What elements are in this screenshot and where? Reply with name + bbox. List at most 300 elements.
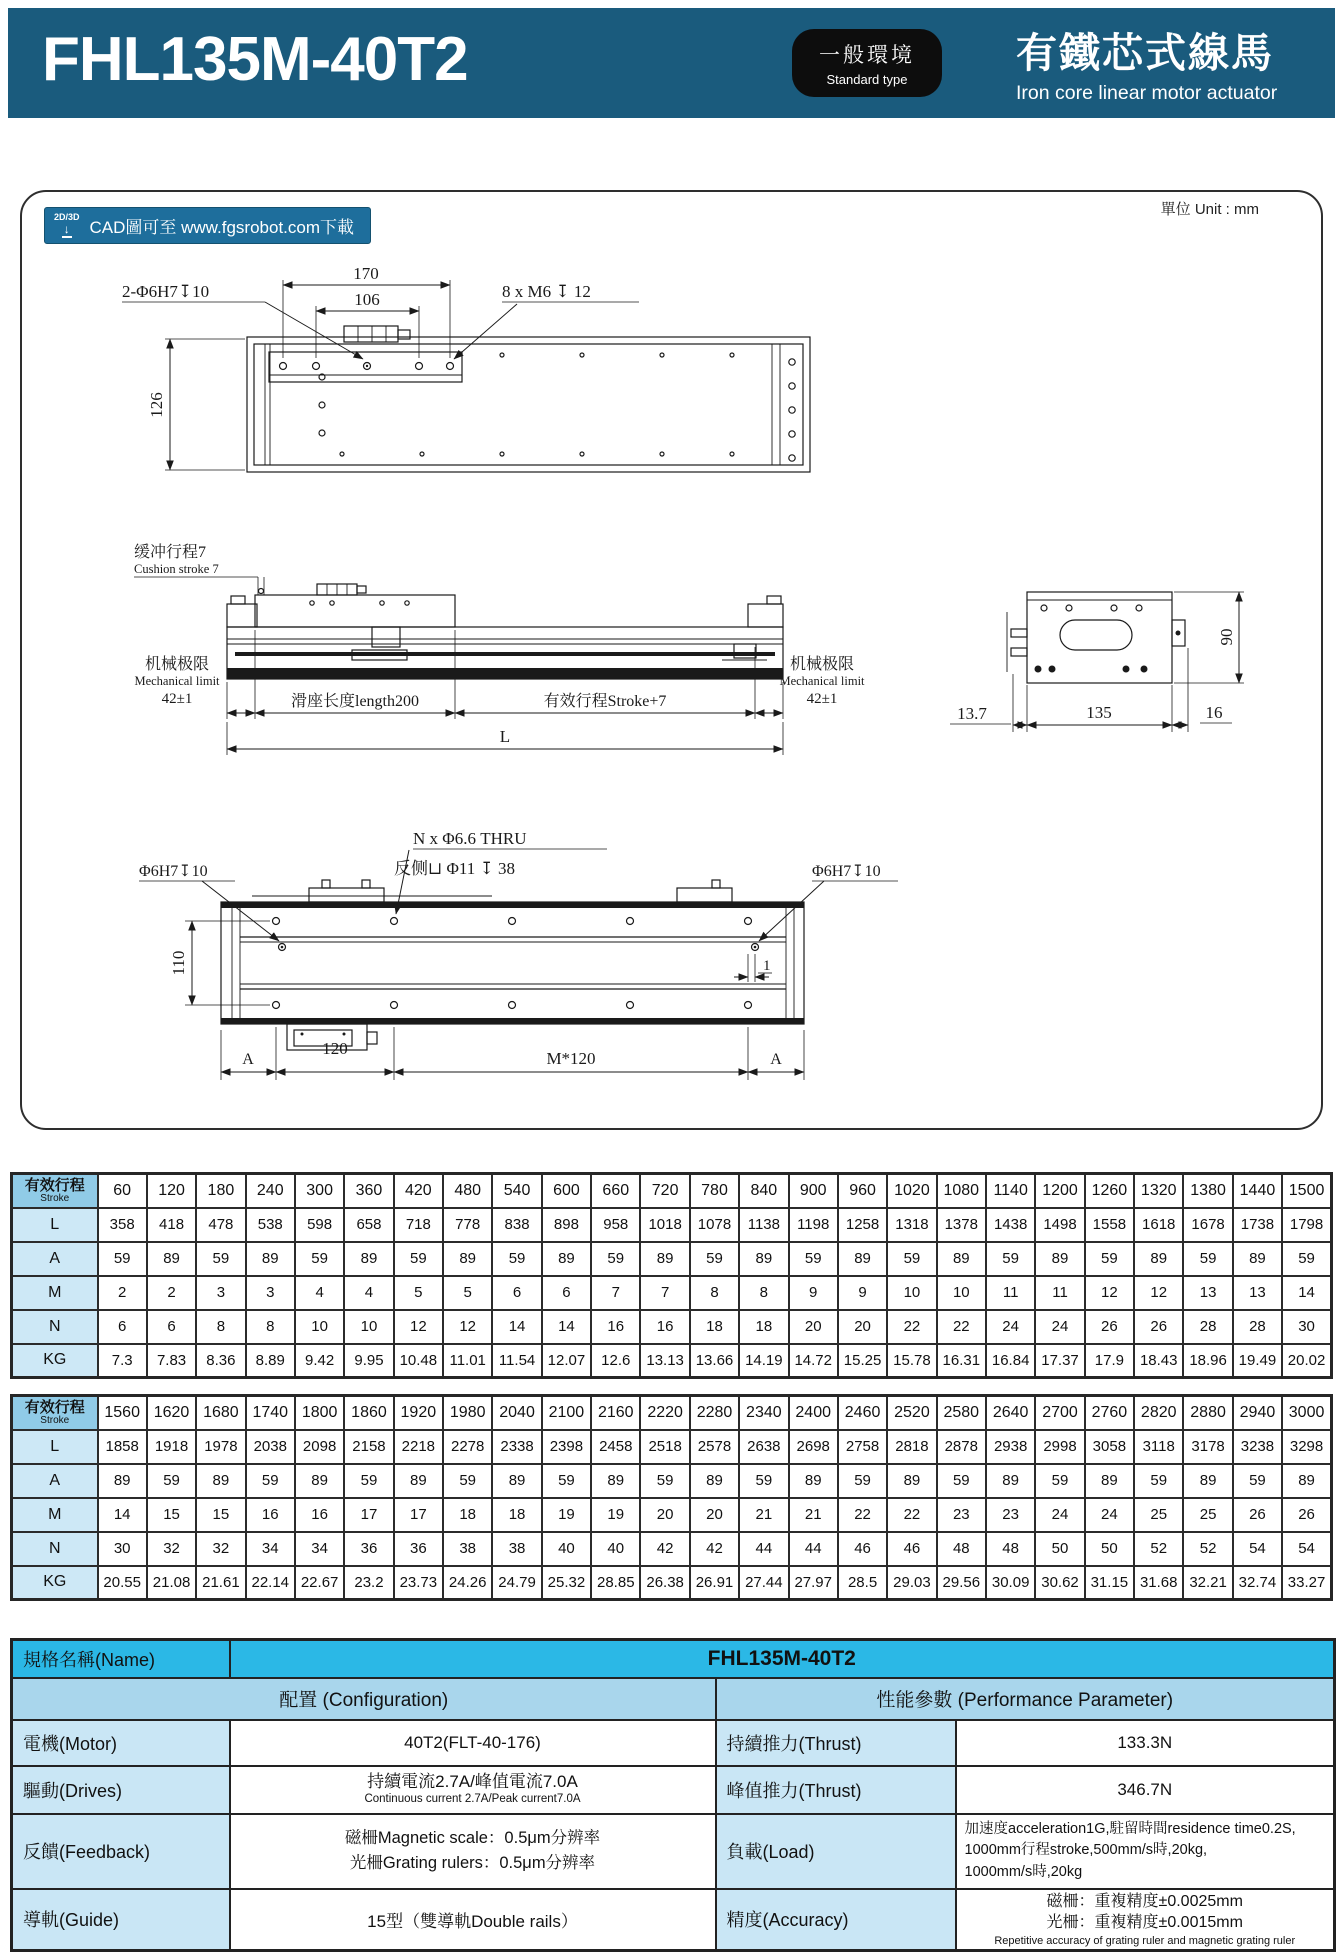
stroke-header-cell: 720 — [640, 1174, 689, 1208]
value-cell: 4 — [295, 1276, 344, 1310]
value-cell: 17.37 — [1035, 1344, 1084, 1378]
value-cell: 1978 — [196, 1430, 245, 1464]
value-cell: 1138 — [739, 1208, 788, 1242]
value-cell: 2038 — [246, 1430, 295, 1464]
label-mech-right-tol: 42±1 — [806, 691, 838, 707]
value-cell: 598 — [295, 1208, 344, 1242]
value-cell: 6 — [98, 1310, 147, 1344]
value-cell: 6 — [492, 1276, 541, 1310]
value-cell: 89 — [246, 1242, 295, 1276]
value-cell: 27.44 — [739, 1566, 788, 1600]
value-cell: 2818 — [887, 1430, 936, 1464]
value-cell: 9 — [838, 1276, 887, 1310]
value-cell: 31.15 — [1085, 1566, 1134, 1600]
value-cell: 48 — [937, 1532, 986, 1566]
value-cell: 52 — [1134, 1532, 1183, 1566]
dim-106: 106 — [354, 290, 380, 309]
stroke-header-cell: 2760 — [1085, 1396, 1134, 1430]
value-cell: 50 — [1085, 1532, 1134, 1566]
stroke-data-row-A — [12, 1242, 1332, 1276]
stroke-header-cell: 1500 — [1282, 1174, 1331, 1208]
value-cell: 16.84 — [986, 1344, 1035, 1378]
value-cell: 22.14 — [246, 1566, 295, 1600]
value-cell: 27.97 — [789, 1566, 838, 1600]
value-cell: 40 — [591, 1532, 640, 1566]
value-cell: 22 — [887, 1498, 936, 1532]
value-cell: 59 — [344, 1464, 393, 1498]
value-cell: 2 — [147, 1276, 196, 1310]
value-cell: 25.32 — [542, 1566, 591, 1600]
value-cell: 33.27 — [1282, 1566, 1331, 1600]
value-cell: 30 — [98, 1532, 147, 1566]
stroke-data-row-M — [12, 1276, 1332, 1310]
value-cell: 15 — [147, 1498, 196, 1532]
value-cell: 89 — [1085, 1464, 1134, 1498]
spec-name-row — [12, 1640, 1335, 1678]
value-cell: 12.6 — [591, 1344, 640, 1378]
value-cell: 9.95 — [344, 1344, 393, 1378]
motor-label: 電機(Motor) — [12, 1720, 230, 1766]
value-cell: 38 — [443, 1532, 492, 1566]
value-cell: 26.38 — [640, 1566, 689, 1600]
value-cell: 17 — [344, 1498, 393, 1532]
value-cell: 23 — [937, 1498, 986, 1532]
value-cell: 3118 — [1134, 1430, 1183, 1464]
value-cell: 29.56 — [937, 1566, 986, 1600]
value-cell: 26 — [1282, 1498, 1331, 1532]
value-cell: 38 — [492, 1532, 541, 1566]
value-cell: 1558 — [1085, 1208, 1134, 1242]
stroke-header-cell: 2880 — [1183, 1396, 1232, 1430]
value-cell: 2758 — [838, 1430, 887, 1464]
download-icon: 2D/3D ↓ — [54, 212, 80, 236]
stroke-header-cell: 840 — [739, 1174, 788, 1208]
value-cell: 89 — [1183, 1464, 1232, 1498]
value-cell: 59 — [1085, 1242, 1134, 1276]
stroke-header-cell: 480 — [443, 1174, 492, 1208]
stroke-header-cell: 1740 — [246, 1396, 295, 1430]
drives-value-sub: Continuous current 2.7A/Peak current7.0A — [364, 1792, 581, 1805]
value-cell: 89 — [838, 1242, 887, 1276]
value-cell: 1618 — [1134, 1208, 1183, 1242]
value-cell: 22 — [838, 1498, 887, 1532]
value-cell: 5 — [443, 1276, 492, 1310]
value-cell: 15.78 — [887, 1344, 936, 1378]
value-cell: 12 — [443, 1310, 492, 1344]
value-cell: 2398 — [542, 1430, 591, 1464]
value-cell: 59 — [937, 1464, 986, 1498]
spec-subheader-row — [12, 1678, 1335, 1720]
value-cell: 48 — [986, 1532, 1035, 1566]
label-mech-left-cn: 机械极限 — [144, 656, 210, 673]
value-cell: 13.13 — [640, 1344, 689, 1378]
value-cell: 42 — [640, 1532, 689, 1566]
value-cell: 59 — [246, 1464, 295, 1498]
value-cell: 1078 — [690, 1208, 739, 1242]
stroke-header-cell: 2100 — [542, 1396, 591, 1430]
value-cell: 89 — [196, 1464, 245, 1498]
stroke-header-row — [12, 1396, 1332, 1430]
badge-label-cn: 一般環境 — [819, 44, 915, 67]
value-cell: 59 — [838, 1464, 887, 1498]
value-cell: 14 — [542, 1310, 591, 1344]
load-line-2: 1000mm行程stroke,500mm/s時,20kg, — [964, 1842, 1208, 1859]
stroke-header-cell: 660 — [591, 1174, 640, 1208]
value-cell: 59 — [986, 1242, 1035, 1276]
value-cell: 59 — [887, 1242, 936, 1276]
value-cell: 89 — [1035, 1242, 1084, 1276]
unit-label: 單位 Unit : mm — [1160, 201, 1259, 218]
value-cell: 89 — [147, 1242, 196, 1276]
row-label-KG: KG — [12, 1566, 98, 1600]
value-cell: 24 — [1085, 1498, 1134, 1532]
dim-135: 135 — [1086, 703, 1112, 722]
value-cell: 14 — [1282, 1276, 1331, 1310]
value-cell: 13.66 — [690, 1344, 739, 1378]
value-cell: 20 — [640, 1498, 689, 1532]
value-cell: 2218 — [394, 1430, 443, 1464]
value-cell: 478 — [196, 1208, 245, 1242]
value-cell: 28 — [1183, 1310, 1232, 1344]
value-cell: 1498 — [1035, 1208, 1084, 1242]
value-cell: 2158 — [344, 1430, 393, 1464]
value-cell: 19 — [542, 1498, 591, 1532]
value-cell: 3 — [196, 1276, 245, 1310]
value-cell: 46 — [838, 1532, 887, 1566]
stroke-header-cell: 1680 — [196, 1396, 245, 1430]
guide-label: 導軌(Guide) — [12, 1889, 230, 1951]
value-cell: 11 — [1035, 1276, 1084, 1310]
value-cell: 30 — [1282, 1310, 1331, 1344]
stroke-header-cell: 2220 — [640, 1396, 689, 1430]
row-label-L: L — [12, 1430, 98, 1464]
stroke-header-cell: 360 — [344, 1174, 393, 1208]
value-cell: 89 — [739, 1242, 788, 1276]
value-cell: 59 — [295, 1242, 344, 1276]
value-cell: 28.5 — [838, 1566, 887, 1600]
guide-value: 15型（雙導軌Double rails） — [230, 1889, 716, 1951]
value-cell: 20.55 — [98, 1566, 147, 1600]
value-cell: 14 — [492, 1310, 541, 1344]
stroke-data-row-A — [12, 1464, 1332, 1498]
stroke-header-cell: 1200 — [1035, 1174, 1084, 1208]
stroke-data-row-KG — [12, 1344, 1332, 1378]
accuracy-line-1: 磁柵：重複精度±0.0025mm — [1046, 1892, 1243, 1910]
value-cell: 29.03 — [887, 1566, 936, 1600]
spec-feedback-row — [12, 1814, 1335, 1889]
value-cell: 9 — [789, 1276, 838, 1310]
stroke-header-cell: 600 — [542, 1174, 591, 1208]
value-cell: 3178 — [1183, 1430, 1232, 1464]
value-cell: 1858 — [98, 1430, 147, 1464]
value-cell: 9.42 — [295, 1344, 344, 1378]
feedback-value — [230, 1814, 716, 1889]
value-cell: 89 — [986, 1464, 1035, 1498]
value-cell: 44 — [789, 1532, 838, 1566]
value-cell: 28.85 — [591, 1566, 640, 1600]
value-cell: 44 — [739, 1532, 788, 1566]
value-cell: 12.07 — [542, 1344, 591, 1378]
dim-1: 1 — [763, 958, 771, 974]
value-cell: 59 — [1282, 1242, 1331, 1276]
stroke-header-cell: 2280 — [690, 1396, 739, 1430]
peak-thrust-label: 峰值推力(Thrust) — [716, 1766, 956, 1814]
label-mech-right-cn: 机械极限 — [789, 656, 855, 673]
stroke-header-cell: 1800 — [295, 1396, 344, 1430]
stroke-header-label: 有效行程 Stroke — [12, 1396, 98, 1430]
stroke-header-cell: 120 — [147, 1174, 196, 1208]
stroke-header-cell: 2400 — [789, 1396, 838, 1430]
stroke-header-cell: 540 — [492, 1174, 541, 1208]
label-mech-left-tol: 42±1 — [161, 691, 193, 707]
dim-126: 126 — [147, 392, 166, 418]
value-cell: 2518 — [640, 1430, 689, 1464]
value-cell: 2338 — [492, 1430, 541, 1464]
value-cell: 16 — [640, 1310, 689, 1344]
load-line-3: 1000mm/s時,20kg — [964, 1864, 1083, 1880]
value-cell: 7.83 — [147, 1344, 196, 1378]
value-cell: 1678 — [1183, 1208, 1232, 1242]
stroke-header-cell: 420 — [394, 1174, 443, 1208]
value-cell: 89 — [1134, 1242, 1183, 1276]
value-cell: 34 — [246, 1532, 295, 1566]
value-cell: 59 — [492, 1242, 541, 1276]
value-cell: 358 — [98, 1208, 147, 1242]
value-cell: 59 — [443, 1464, 492, 1498]
drives-value — [230, 1766, 716, 1814]
value-cell: 24.79 — [492, 1566, 541, 1600]
load-line-1: 加速度acceleration1G,駐留時間residence time0.2S, — [964, 1820, 1296, 1837]
value-cell: 838 — [492, 1208, 541, 1242]
value-cell: 19 — [591, 1498, 640, 1532]
value-cell: 54 — [1282, 1532, 1331, 1566]
value-cell: 8 — [690, 1276, 739, 1310]
value-cell: 20 — [690, 1498, 739, 1532]
value-cell: 14.19 — [739, 1344, 788, 1378]
value-cell: 89 — [640, 1242, 689, 1276]
spec-table — [10, 1638, 1336, 1952]
value-cell: 89 — [690, 1464, 739, 1498]
spec-motor-row — [12, 1720, 1335, 1766]
stroke-header-cell: 2520 — [887, 1396, 936, 1430]
callout-thru-holes: N x Φ6.6 THRU — [413, 829, 527, 848]
dim-dowel-callout: 2-Φ6H7↧10 — [122, 282, 210, 301]
load-label: 負載(Load) — [716, 1814, 956, 1889]
spec-guide-row — [12, 1889, 1335, 1951]
value-cell: 2878 — [937, 1430, 986, 1464]
product-name-en: Iron core linear motor actuator — [1016, 82, 1278, 104]
label-mech-left-en: Mechanical limit — [134, 674, 220, 688]
value-cell: 13 — [1183, 1276, 1232, 1310]
engineering-drawings — [22, 192, 1325, 1127]
stroke-header-cell: 240 — [246, 1174, 295, 1208]
value-cell: 20.02 — [1282, 1344, 1331, 1378]
value-cell: 778 — [443, 1208, 492, 1242]
callout-counterbore: 反侧⊔ Φ11 ↧ 38 — [394, 859, 516, 878]
dim-thread-callout: 8 x M6 ↧ 12 — [502, 282, 591, 301]
value-cell: 89 — [1233, 1242, 1282, 1276]
stroke-header-cell: 2940 — [1233, 1396, 1282, 1430]
accuracy-line-2: 光柵：重複精度±0.0015mm — [1046, 1914, 1243, 1932]
value-cell: 17.9 — [1085, 1344, 1134, 1378]
value-cell: 89 — [937, 1242, 986, 1276]
value-cell: 958 — [591, 1208, 640, 1242]
dim-a-left: A — [242, 1051, 254, 1068]
value-cell: 24.26 — [443, 1566, 492, 1600]
value-cell: 17 — [394, 1498, 443, 1532]
value-cell: 10 — [295, 1310, 344, 1344]
stroke-header-cell: 3000 — [1282, 1396, 1331, 1430]
value-cell: 1318 — [887, 1208, 936, 1242]
stroke-header-cell: 2460 — [838, 1396, 887, 1430]
stroke-header-cell: 960 — [838, 1174, 887, 1208]
value-cell: 26.91 — [690, 1566, 739, 1600]
value-cell: 2998 — [1035, 1430, 1084, 1464]
value-cell: 30.09 — [986, 1566, 1035, 1600]
value-cell: 14.72 — [789, 1344, 838, 1378]
value-cell: 89 — [98, 1464, 147, 1498]
product-name — [1016, 20, 1277, 105]
value-cell: 21.08 — [147, 1566, 196, 1600]
drawing-panel — [20, 190, 1323, 1130]
row-label-L: L — [12, 1208, 98, 1242]
value-cell: 8.89 — [246, 1344, 295, 1378]
value-cell: 31.68 — [1134, 1566, 1183, 1600]
title-bar — [8, 8, 1335, 118]
value-cell: 2458 — [591, 1430, 640, 1464]
peak-thrust-value: 346.7N — [956, 1766, 1335, 1814]
callout-dowel-right: Φ6H7↧10 — [812, 863, 881, 880]
value-cell: 32.74 — [1233, 1566, 1282, 1600]
stroke-header-cell: 1860 — [344, 1396, 393, 1430]
value-cell: 20 — [838, 1310, 887, 1344]
value-cell: 1798 — [1282, 1208, 1331, 1242]
dim-slider-length: 滑座长度length200 — [291, 693, 419, 710]
stroke-header-cell: 1080 — [937, 1174, 986, 1208]
value-cell: 10 — [937, 1276, 986, 1310]
value-cell: 7 — [591, 1276, 640, 1310]
dim-120: 120 — [322, 1039, 348, 1058]
stroke-header-cell: 1380 — [1183, 1174, 1232, 1208]
value-cell: 89 — [789, 1464, 838, 1498]
value-cell: 2098 — [295, 1430, 344, 1464]
value-cell: 54 — [1233, 1532, 1282, 1566]
value-cell: 50 — [1035, 1532, 1084, 1566]
stroke-data-row-KG — [12, 1566, 1332, 1600]
value-cell: 3 — [246, 1276, 295, 1310]
stroke-header-cell: 1620 — [147, 1396, 196, 1430]
value-cell: 59 — [394, 1242, 443, 1276]
value-cell: 658 — [344, 1208, 393, 1242]
stroke-header-cell: 2640 — [986, 1396, 1035, 1430]
stroke-data-row-L — [12, 1430, 1332, 1464]
value-cell: 14 — [98, 1498, 147, 1532]
row-label-N: N — [12, 1310, 98, 1344]
value-cell: 89 — [295, 1464, 344, 1498]
value-cell: 5 — [394, 1276, 443, 1310]
value-cell: 12 — [1085, 1276, 1134, 1310]
value-cell: 59 — [542, 1464, 591, 1498]
section-view-drawing — [950, 592, 1244, 732]
stroke-header-cell: 60 — [98, 1174, 147, 1208]
value-cell: 89 — [542, 1242, 591, 1276]
value-cell: 8 — [246, 1310, 295, 1344]
top-view-drawing — [122, 264, 810, 472]
accuracy-label: 精度(Accuracy) — [716, 1889, 956, 1951]
stroke-header-row — [12, 1174, 1332, 1208]
value-cell: 46 — [887, 1532, 936, 1566]
stroke-header-cell: 1980 — [443, 1396, 492, 1430]
value-cell: 36 — [344, 1532, 393, 1566]
value-cell: 18 — [739, 1310, 788, 1344]
label-cushion-cn: 缓冲行程7 — [134, 544, 207, 561]
thrust-label: 持續推力(Thrust) — [716, 1720, 956, 1766]
value-cell: 898 — [542, 1208, 591, 1242]
value-cell: 32 — [196, 1532, 245, 1566]
value-cell: 11.54 — [492, 1344, 541, 1378]
value-cell: 16 — [591, 1310, 640, 1344]
value-cell: 11.01 — [443, 1344, 492, 1378]
value-cell: 30.62 — [1035, 1566, 1084, 1600]
value-cell: 22 — [887, 1310, 936, 1344]
load-value — [956, 1814, 1335, 1889]
value-cell: 36 — [394, 1532, 443, 1566]
dim-effective-stroke: 有效行程Stroke+7 — [543, 693, 667, 710]
stroke-data-row-M — [12, 1498, 1332, 1532]
value-cell: 59 — [1233, 1464, 1282, 1498]
row-label-N: N — [12, 1532, 98, 1566]
value-cell: 23.73 — [394, 1566, 443, 1600]
value-cell: 12 — [1134, 1276, 1183, 1310]
value-cell: 59 — [196, 1242, 245, 1276]
value-cell: 18 — [443, 1498, 492, 1532]
value-cell: 59 — [739, 1464, 788, 1498]
value-cell: 18 — [492, 1498, 541, 1532]
label-mech-right-en: Mechanical limit — [779, 674, 865, 688]
value-cell: 15.25 — [838, 1344, 887, 1378]
value-cell: 59 — [1183, 1242, 1232, 1276]
stroke-header-cell: 1920 — [394, 1396, 443, 1430]
stroke-header-cell: 900 — [789, 1174, 838, 1208]
motor-value: 40T2(FLT-40-176) — [230, 1720, 716, 1766]
spec-config-header: 配置 (Configuration) — [12, 1678, 716, 1720]
value-cell: 89 — [394, 1464, 443, 1498]
value-cell: 1018 — [640, 1208, 689, 1242]
value-cell: 7 — [640, 1276, 689, 1310]
value-cell: 21.61 — [196, 1566, 245, 1600]
value-cell: 8 — [739, 1276, 788, 1310]
value-cell: 40 — [542, 1532, 591, 1566]
value-cell: 1738 — [1233, 1208, 1282, 1242]
stroke-header-label: 有效行程 Stroke — [12, 1174, 98, 1208]
value-cell: 59 — [98, 1242, 147, 1276]
value-cell: 22.67 — [295, 1566, 344, 1600]
spec-drives-row — [12, 1766, 1335, 1814]
dim-total-length: L — [499, 727, 511, 746]
label-cushion-en: Cushion stroke 7 — [134, 562, 219, 576]
stroke-header-cell: 2700 — [1035, 1396, 1084, 1430]
value-cell: 1258 — [838, 1208, 887, 1242]
dim-13-7: 13.7 — [957, 704, 987, 723]
feedback-label: 反饋(Feedback) — [12, 1814, 230, 1889]
value-cell: 22 — [937, 1310, 986, 1344]
value-cell: 10.48 — [394, 1344, 443, 1378]
stroke-table-1 — [10, 1172, 1333, 1379]
value-cell: 2638 — [739, 1430, 788, 1464]
value-cell: 1438 — [986, 1208, 1035, 1242]
value-cell: 12 — [394, 1310, 443, 1344]
value-cell: 25 — [1134, 1498, 1183, 1532]
